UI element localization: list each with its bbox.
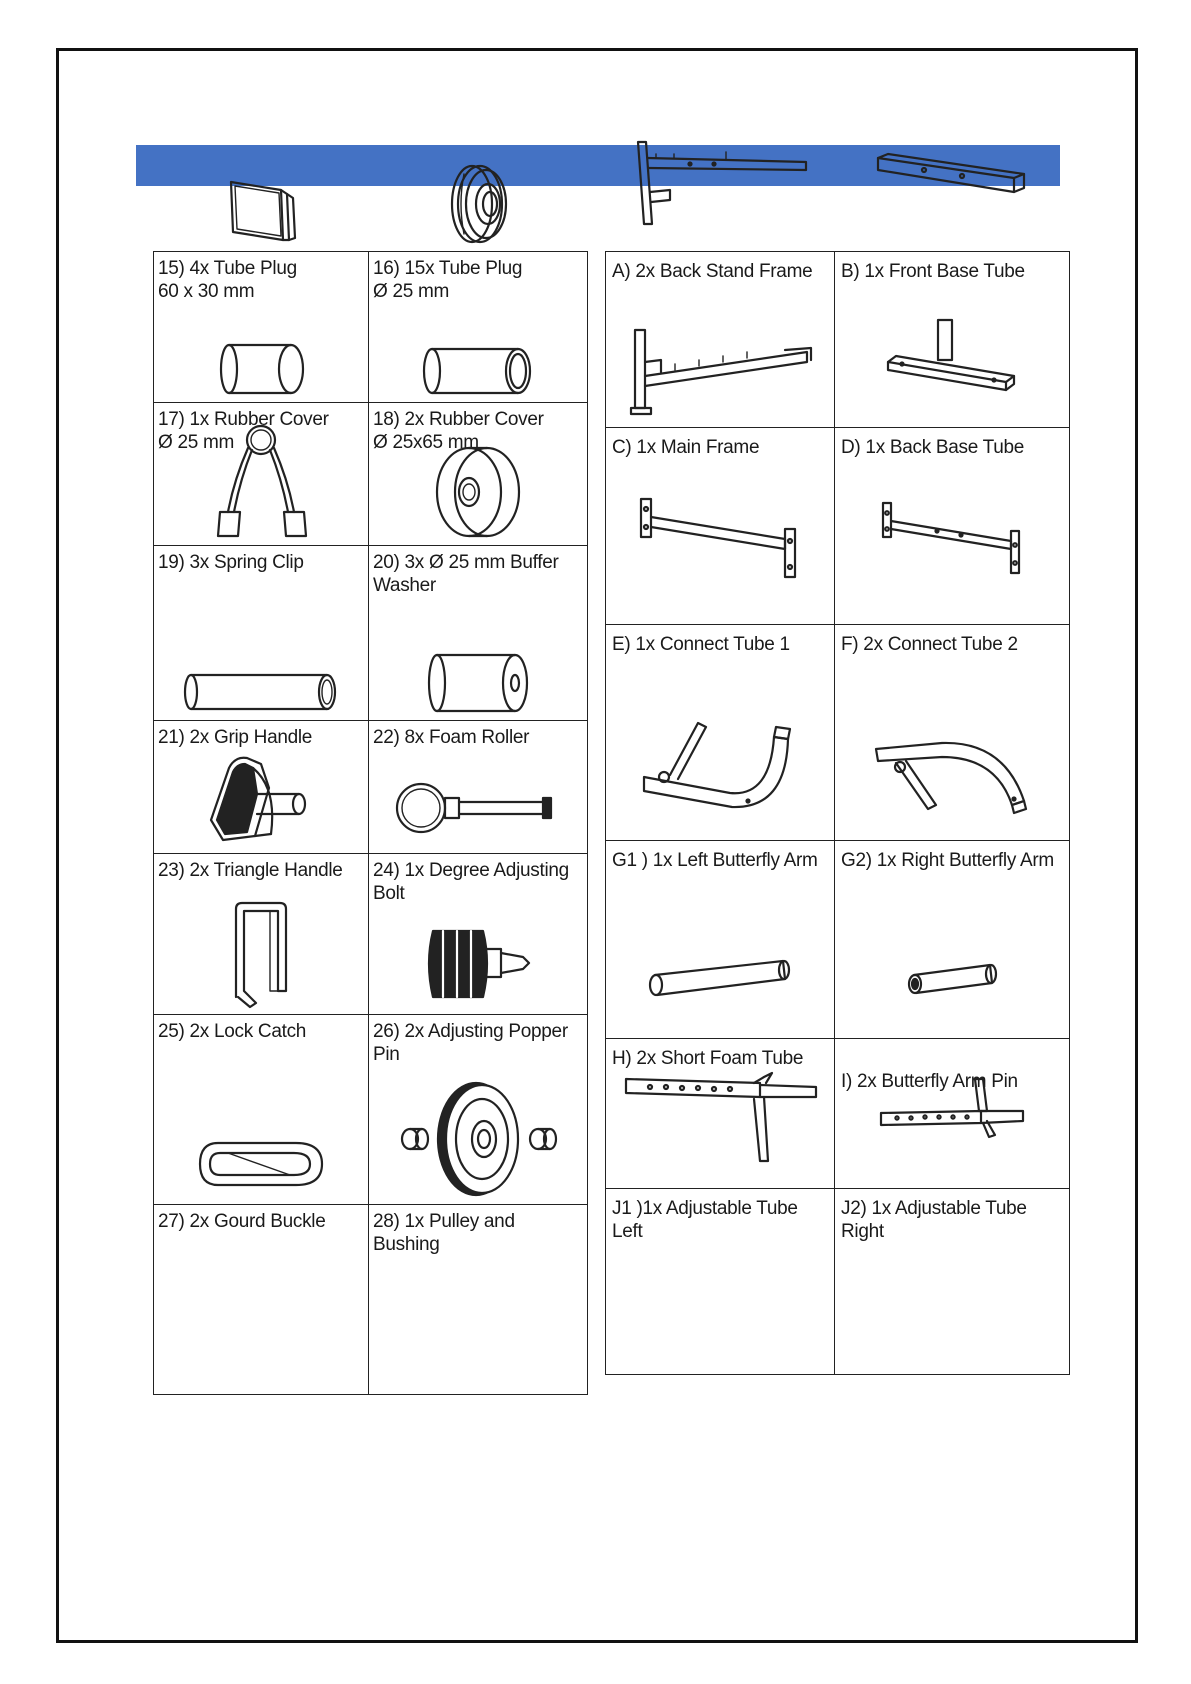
part-label: H) 2x Short Foam Tube xyxy=(612,1048,804,1069)
part-label: 19) 3x Spring Clip xyxy=(158,552,304,573)
hardware-parts-table xyxy=(153,251,588,1395)
butterfly-arm-pin-icon xyxy=(835,959,1069,999)
connect-tube-1-icon xyxy=(606,497,834,581)
adjusting-bolt-icon xyxy=(369,768,587,848)
part-label: C) 1x Main Frame xyxy=(612,437,760,458)
back-stand-frame-icon xyxy=(606,138,834,228)
back-base-tube-icon xyxy=(835,318,1069,398)
gourd-buckle-icon xyxy=(154,1129,368,1199)
part-label: G1 ) 1x Left Butterfly Arm xyxy=(612,850,818,871)
grip-handle-icon xyxy=(154,669,368,715)
frame-parts-table xyxy=(605,251,1070,1375)
tube-plug-rect-icon xyxy=(154,174,368,246)
tube-plug-round-icon xyxy=(369,158,587,246)
part-label: A) 2x Back Stand Frame xyxy=(612,261,813,282)
part-label: 18) 2x Rubber Cover Ø 25x65 mm xyxy=(373,409,544,453)
part-cell-j2 xyxy=(835,1189,1070,1375)
short-foam-tube-icon xyxy=(606,955,834,999)
part-label: 20) 3x Ø 25 mm Buffer Washer xyxy=(373,552,559,596)
part-cell-27 xyxy=(154,1205,369,1395)
part-label: B) 1x Front Base Tube xyxy=(841,261,1025,282)
part-cell-g2 xyxy=(835,841,1070,1039)
part-label: I) 2x Butterfly Arm Pin xyxy=(841,1071,1018,1092)
part-label: 15) 4x Tube Plug 60 x 30 mm xyxy=(158,258,297,302)
adjustable-tube-right-icon xyxy=(835,1077,1069,1147)
rubber-cover-icon xyxy=(154,341,368,397)
front-base-tube-icon xyxy=(835,152,1069,202)
part-cell-j1 xyxy=(606,1189,835,1375)
pulley-bushing-icon xyxy=(369,1079,587,1199)
triangle-handle-icon xyxy=(154,748,368,848)
lock-catch-icon xyxy=(154,899,368,1009)
part-label: 17) 1x Rubber Cover Ø 25 mm xyxy=(158,409,329,453)
part-label: 23) 2x Triangle Handle xyxy=(158,860,343,881)
connect-tube-2-icon xyxy=(835,501,1069,577)
part-label: 24) 1x Degree Adjusting Bolt xyxy=(373,860,569,904)
part-label: D) 1x Back Base Tube xyxy=(841,437,1025,458)
part-cell-28 xyxy=(369,1205,588,1395)
adjustable-tube-left-icon xyxy=(606,1075,834,1165)
part-label: E) 1x Connect Tube 1 xyxy=(612,634,790,655)
part-label: 21) 2x Grip Handle xyxy=(158,727,313,748)
popper-pin-icon xyxy=(369,919,587,1009)
right-butterfly-arm-icon xyxy=(835,739,1069,815)
buffer-washer-icon xyxy=(369,444,587,540)
part-cell-g1 xyxy=(606,841,835,1039)
part-label: G2) 1x Right Butterfly Arm xyxy=(841,850,1054,871)
part-label: 27) 2x Gourd Buckle xyxy=(158,1211,326,1232)
part-label: 28) 1x Pulley and Bushing xyxy=(373,1211,515,1255)
main-frame-icon xyxy=(606,326,834,416)
part-label: 16) 15x Tube Plug Ø 25 mm xyxy=(373,258,523,302)
part-label: J2) 1x Adjustable Tube Right xyxy=(841,1198,1027,1242)
part-label: J1 )1x Adjustable Tube Left xyxy=(612,1198,798,1242)
part-label: 26) 2x Adjusting Popper Pin xyxy=(373,1021,568,1065)
rubber-cover-long-icon xyxy=(369,345,587,397)
left-butterfly-arm-icon xyxy=(606,717,834,813)
part-label: 25) 2x Lock Catch xyxy=(158,1021,307,1042)
part-label: F) 2x Connect Tube 2 xyxy=(841,634,1018,655)
spring-clip-icon xyxy=(154,420,368,540)
foam-roller-icon xyxy=(369,651,587,715)
part-label: 22) 8x Foam Roller xyxy=(373,727,530,748)
